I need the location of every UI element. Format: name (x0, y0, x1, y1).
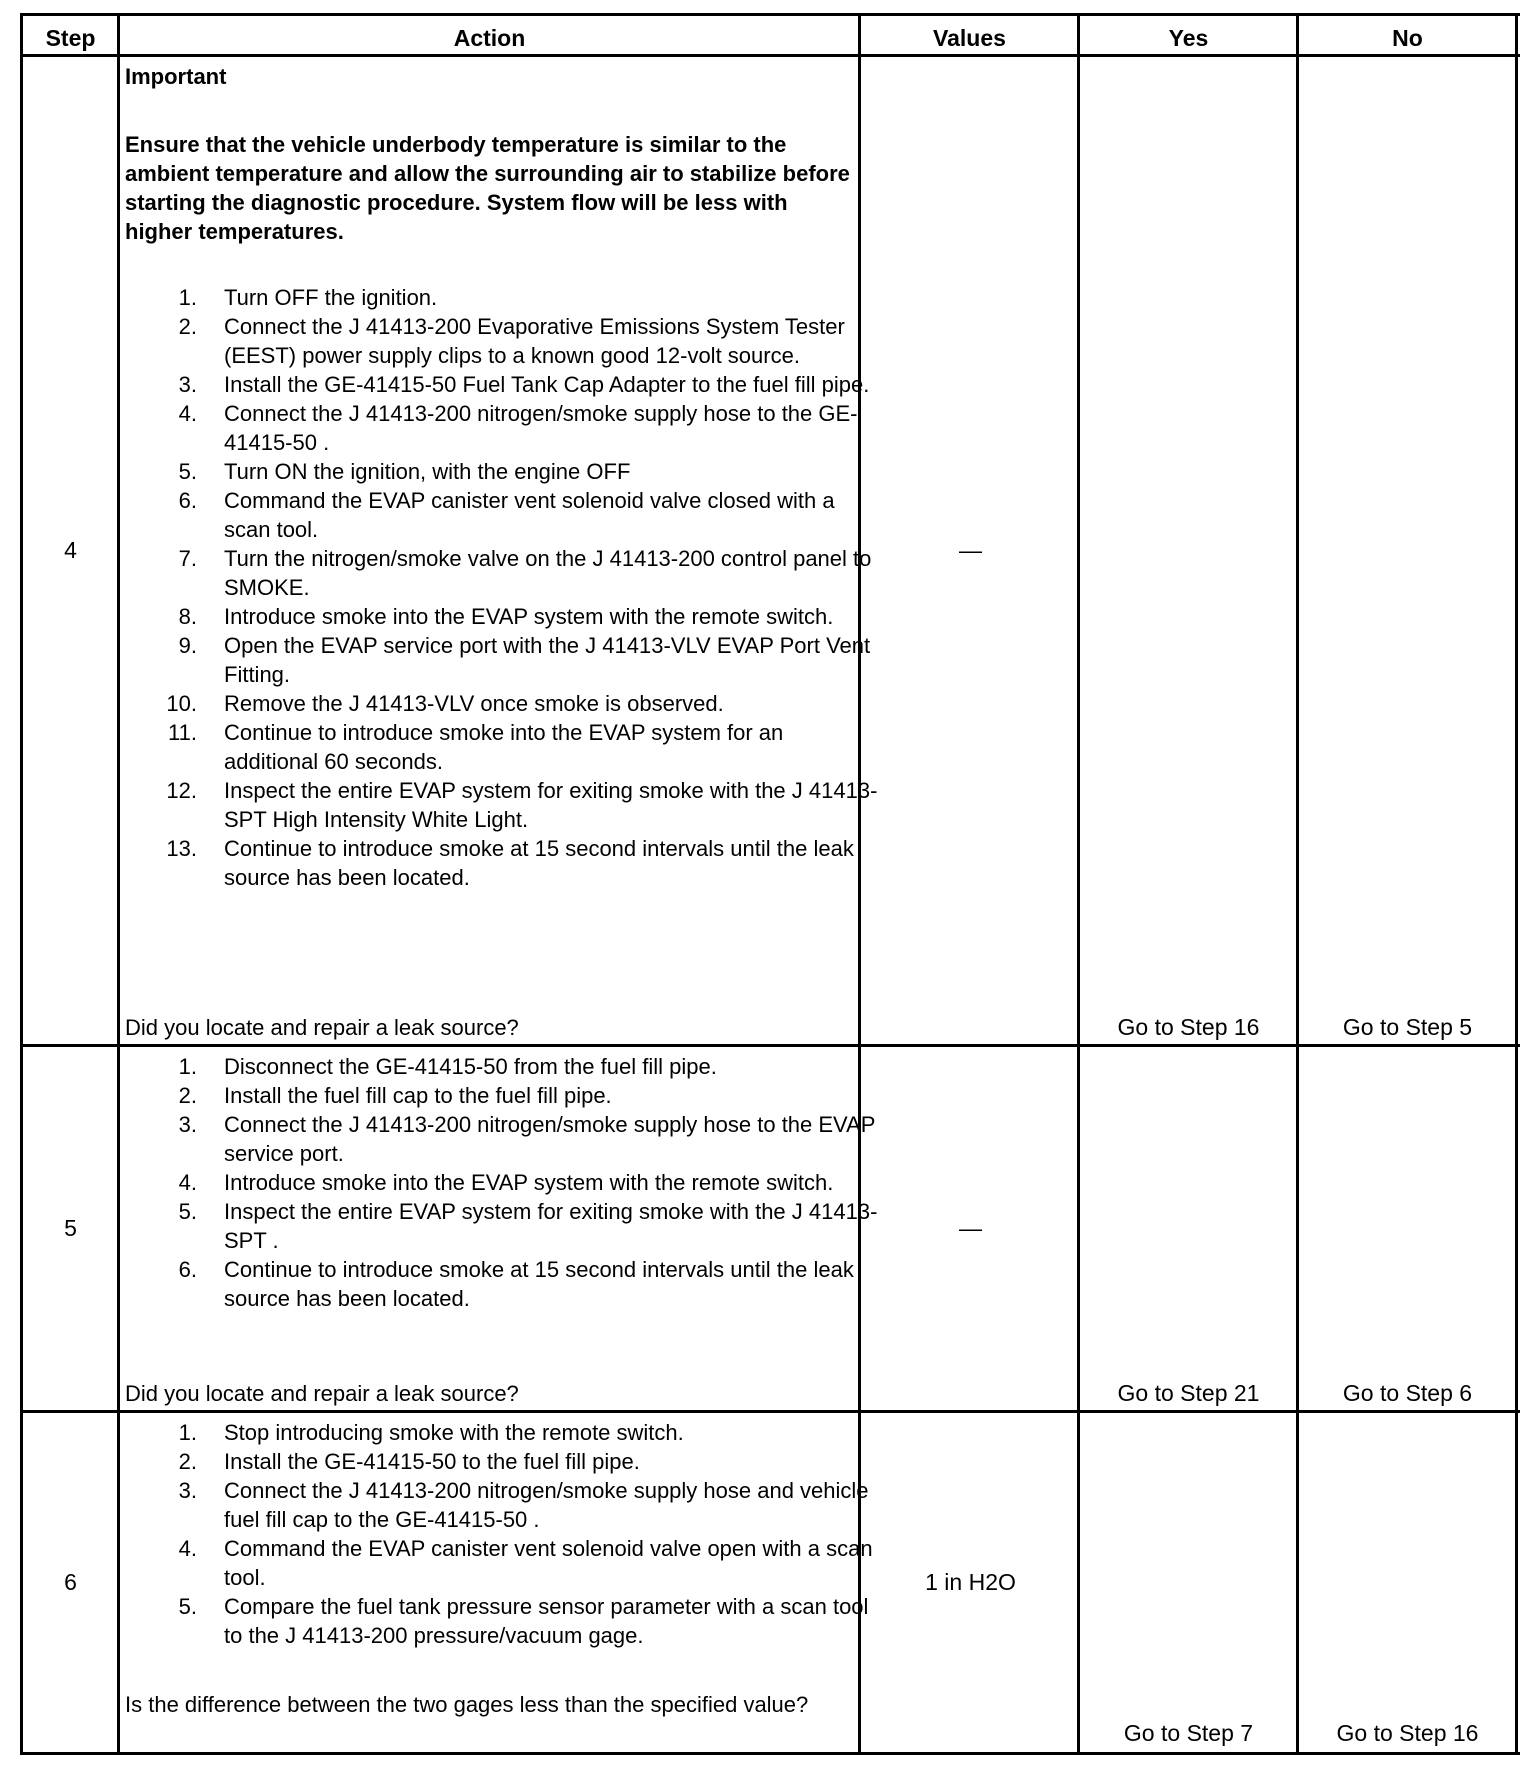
list-item: 5. Compare the fuel tank pressure sensor parameter with a scan tool to the J 41413-200 pressure/vacuum gage. (178, 1594, 869, 1648)
header-yes: Yes (1168, 24, 1209, 51)
table-border-left (20, 13, 23, 1755)
list-item: 2. Connect the J 41413-200 Evaporative Emissions System Tester (EEST) power supply clips to a known good 12-volt source. (178, 314, 845, 368)
header-step: Step (45, 24, 96, 51)
procedure-list (125, 283, 879, 892)
list-item: 12. Inspect the entire EVAP system for exiting smoke with the J 41413-SPT High Intensity White Light. (166, 778, 878, 832)
procedure-list (125, 1418, 879, 1650)
list-item: 10. Remove the J 41413-VLV once smoke is observed. (166, 691, 724, 716)
yes-cell: Go to Step 7 (1123, 1720, 1254, 1746)
header-action: Action (453, 24, 526, 51)
list-item: 1. Disconnect the GE-41415-50 from the fuel fill pipe. (178, 1054, 717, 1079)
action-cell (125, 60, 878, 1044)
procedure-list (125, 1052, 879, 1313)
row-divider (20, 1410, 1520, 1413)
header-values: Values (933, 24, 1006, 51)
values-cell: — (959, 537, 982, 563)
yes-cell: Go to Step 16 (1117, 1014, 1260, 1040)
list-item: 11. Continue to introduce smoke into the EVAP system for an additional 60 seconds. (168, 720, 784, 774)
step-number: 4 (64, 537, 77, 563)
values-cell: — (959, 1215, 982, 1241)
table-border-top (20, 13, 1520, 16)
list-item: 5. Turn ON the ignition, with the engine OFF (178, 459, 631, 484)
table-border-right (1515, 13, 1518, 1755)
col-divider (1296, 13, 1299, 1755)
no-cell: Go to Step 5 (1342, 1014, 1473, 1040)
list-item: 2. Install the fuel fill cap to the fuel fill pipe. (178, 1083, 612, 1108)
col-divider (117, 13, 120, 1755)
action-cell (125, 1052, 878, 1410)
step-number: 5 (64, 1215, 77, 1241)
no-cell: Go to Step 6 (1342, 1380, 1473, 1406)
list-item: 5. Inspect the entire EVAP system for exiting smoke with the J 41413-SPT . (178, 1199, 878, 1253)
list-item: 4. Command the EVAP canister vent solenoid valve open with a scan tool. (178, 1536, 873, 1590)
list-item: 13. Continue to introduce smoke at 15 second intervals until the leak source has been located. (166, 836, 854, 890)
question-text: Did you locate and repair a leak source? (125, 1381, 519, 1406)
list-item: 8. Introduce smoke into the EVAP system with the remote switch. (178, 604, 834, 629)
list-item: 3. Install the GE-41415-50 Fuel Tank Cap Adapter to the fuel fill pipe. (178, 372, 870, 397)
row-divider (20, 1044, 1520, 1047)
list-item: 4. Connect the J 41413-200 nitrogen/smoke supply hose to the GE-41415-50 . (178, 401, 858, 455)
list-item: 4. Introduce smoke into the EVAP system with the remote switch. (178, 1170, 834, 1195)
yes-cell: Go to Step 21 (1117, 1380, 1260, 1406)
list-item: 9. Open the EVAP service port with the J 41413-VLV EVAP Port Vent Fitting. (178, 633, 871, 687)
values-cell: 1 in H2O (925, 1569, 1016, 1595)
list-item: 7. Turn the nitrogen/smoke valve on the J 41413-200 control panel to SMOKE. (178, 546, 872, 600)
list-item: 1. Turn OFF the ignition. (178, 285, 438, 310)
important-label: Important (125, 64, 227, 89)
header-no: No (1392, 24, 1423, 51)
list-item: 3. Connect the J 41413-200 nitrogen/smoke supply hose and vehicle fuel fill cap to the GE-41415-50 . (178, 1478, 869, 1532)
important-text: Ensure that the vehicle underbody temperature is similar to the ambient temperature and allow the surrounding air to stabilize before starting the diagnostic procedure. System flow will be less with higher temperatures. (125, 132, 850, 244)
step-number: 6 (64, 1569, 77, 1595)
list-item: 3. Connect the J 41413-200 nitrogen/smoke supply hose to the EVAP service port. (178, 1112, 876, 1166)
list-item: 6. Continue to introduce smoke at 15 second intervals until the leak source has been located. (178, 1257, 854, 1311)
table-border-bottom (20, 1752, 1520, 1755)
action-cell (125, 1418, 873, 1752)
no-cell: Go to Step 16 (1336, 1720, 1479, 1746)
list-item: 2. Install the GE-41415-50 to the fuel fill pipe. (178, 1449, 640, 1474)
question-text: Did you locate and repair a leak source? (125, 1015, 519, 1040)
list-item: 6. Command the EVAP canister vent solenoid valve closed with a scan tool. (178, 488, 835, 542)
list-item: 1. Stop introducing smoke with the remote switch. (178, 1420, 684, 1445)
question-text: Is the difference between the two gages less than the specified value? (125, 1692, 809, 1717)
